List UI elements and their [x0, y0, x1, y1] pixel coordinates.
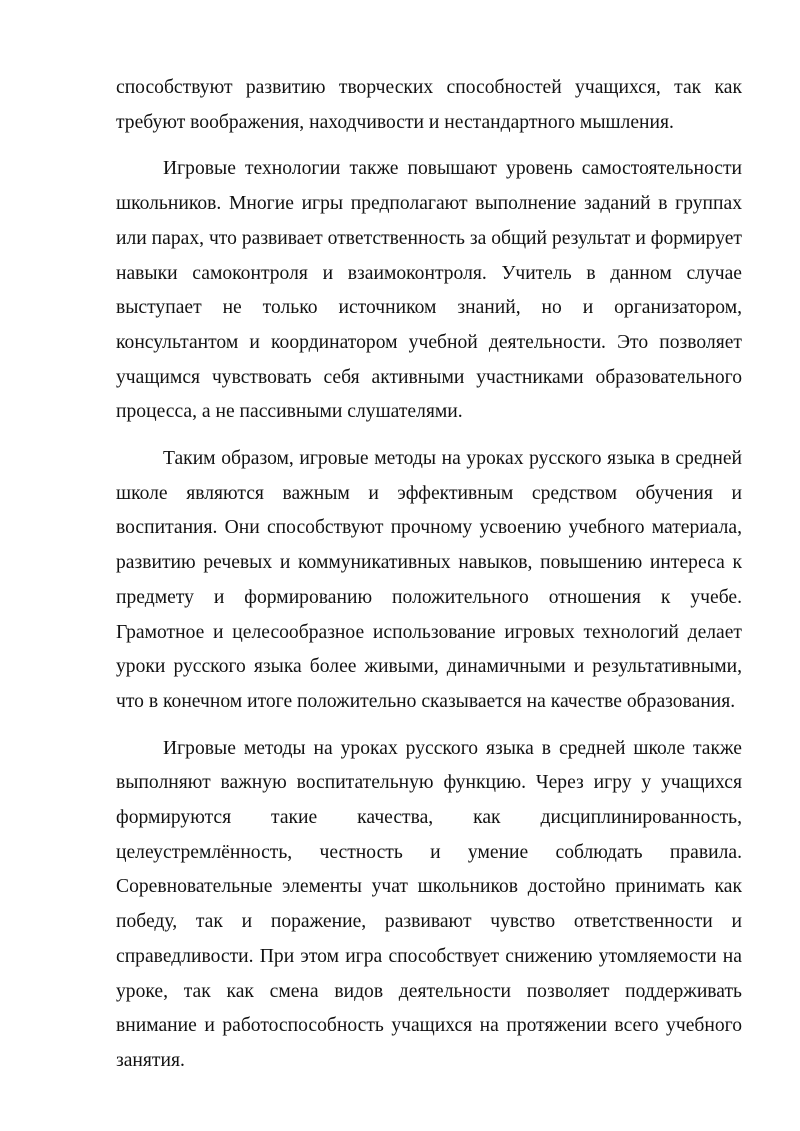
document-body [116, 71, 742, 1079]
paragraph-educational-function: Игровые методы на уроках русского языка в средней школе также выполняют важную воспитательную функцию. Через игру у учащихся формируются такие качества, как дисциплинированность, целеустремлённость, честность и умение соблюдать правила. Соревновательные элементы учат школьников достойно принимать как победу, так и поражение, развивают чувство ответственности и справедливости. При этом игра способствует снижению утомляемости на уроке, так как смена видов деятельности позволяет поддерживать внимание и работоспособность учащихся на протяжении всего учебного занятия. [116, 737, 742, 1071]
paragraph-independence: Игровые технологии также повышают уровень самостоятельности школьников. Многие игры предполагают выполнение заданий в группах или парах, что развивает ответственность за общий результат и формирует навыки самоконтроля и взаимоконтроля. Учитель в данном случае выступает не только источником знаний, но и организатором, консультантом и координатором учебной деятельности. Это позволяет учащимся чувствовать себя активными участниками образовательного процесса, а не пассивными слушателями. [116, 158, 742, 423]
paragraph-continuation: способствуют развитию творческих способностей учащихся, так как требуют воображения, находчивости и нестандартного мышления. [116, 77, 742, 133]
paragraph-conclusion: Таким образом, игровые методы на уроках русского языка в средней школе являются важным и эффективным средством обучения и воспитания. Они способствуют прочному усвоению учебного материала, развитию речевых и коммуникативных навыков, повышению интереса к предмету и формированию положительного отношения к учебе. Грамотное и целесообразное использование игровых технологий делает уроки русского языка более живыми, динамичными и результативными, что в конечном итоге положительно сказывается на качестве образования. [116, 448, 742, 712]
